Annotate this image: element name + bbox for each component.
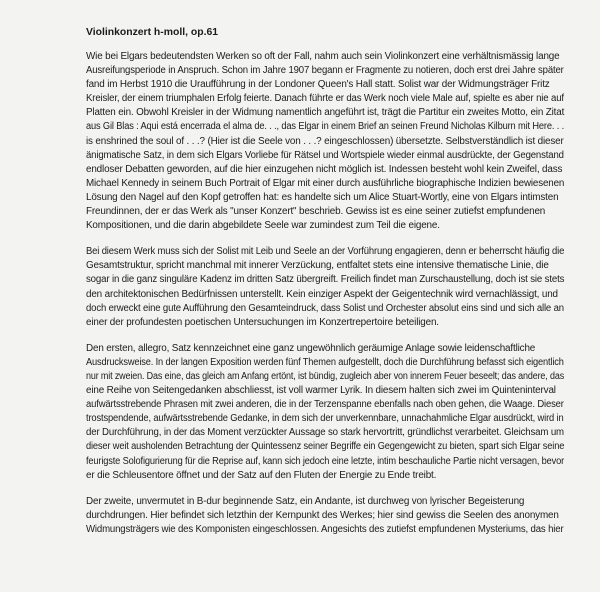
text-line: Kompositionen, und die darin abgebildete Seele war zumindest zum Teil die eigene. (86, 220, 440, 232)
text-line: änigmatische Satz, in dem sich Elgars Vorliebe für Rätsel und Wortspiele wieder einmal ausdrückte, der Gegenstand (86, 149, 564, 161)
body-paragraph (86, 495, 564, 537)
body-paragraph (86, 342, 564, 483)
text-line: Gesamtstruktur, spricht manchmal mit innerer Verzückung, entfaltet stets eine intensive thematische Linie, die (86, 260, 549, 272)
document-title: Violinkonzert h-moll, op.61 (86, 27, 219, 38)
body-paragraph (86, 50, 564, 233)
text-line: Widmungsträgers wie des Komponisten eingeschlossen. Angesichts des zutiefst empfundenen Mysteriums, das hier (86, 523, 564, 535)
text-line: Bei diesem Werk muss sich der Solist mit Leib und Seele an der Vorführung engagieren, denn er beherrscht häufig die (86, 246, 565, 258)
text-line: aus Gil Blas : Aqui está encerrada el alma de. . ., das Elgar in einem Brief an seinen Freund Nicholas Kilburn mit Here. . . (86, 121, 565, 133)
text-line: durchdrungen. Hier befindet sich letzthin der Kernpunkt des Werkes; hier sind gewiss die Seelen des anonymen (86, 509, 559, 521)
text-line: Michael Kennedy in seinem Buch Portrait of Elgar mit einer durch ausführliche biographische Indizien bewiesenen (86, 177, 565, 189)
text-line: eine Reihe von Seitengedanken abschliesst, ist voll warmer Lyrik. In diesem halten sich zwei im Quinteninterval (86, 385, 556, 397)
text-line: Der zweite, unvermutet in B-dur beginnende Satz, ein Andante, ist durchweg von lyrischer Begeisterung (86, 495, 525, 507)
text-line: den architektonischen Bedürfnissen unterstellt. Kein einziger Aspekt der Geigentechnik wird vernachlässigt, und (86, 288, 558, 300)
body-paragraph (86, 245, 564, 330)
text-line: nur mit zweien. Das eine, das gleich am Anfang ertönt, ist bündig, zugleich aber von innerem Feuer beseelt; das andere, das (86, 370, 565, 382)
text-line: fand im Herbst 1910 die Uraufführung in der Londoner Queen's Hall statt. Solist war der Widmungsträger Fritz (86, 79, 550, 91)
text-line: sogar in die ganz singuläre Kadenz im dritten Satz übergreift. Freilich findet man Zurschaustellung, doch ist sie stets (86, 274, 565, 286)
text-line: aufwärtsstrebende Phrasen mit zwei anderen, die in der Terzenspanne ebenfalls nach oben gehen, die Waage. Dieser (86, 399, 564, 411)
text-line: is enshrined the soul of . . .? (Hier ist die Seele von . . .? eingeschlossen) übersetzte. Selbstverständlich ist dieser (86, 135, 564, 147)
text-line: der Durchführung, in der das Moment verzückter Aussage so stark hervortritt, gründlichst verarbeitet. Gleichsam um (86, 427, 564, 439)
text-line: endloser Debatten geworden, auf die hier einzugehen nicht möglich ist. Indessen besteht wohl kein Zweifel, dass (86, 163, 563, 175)
text-line: dieser weit ausholenden Betrachtung der Quintessenz seiner Begriffe ein Gegengewicht zu bieten, spart sich Elgar seine (86, 441, 565, 453)
text-line: Platten ein. Obwohl Kreisler in der Widmung namentlich angeführt ist, trägt die Partitur ein zweites Motto, ein Zitat (86, 107, 565, 119)
text-line: Ausdrucksweise. In der langen Exposition werden fünf Themen aufgestellt, doch die Durchführung befasst sich eigentlich (86, 356, 564, 368)
text-line: Freundinnen, der er das Werk als "unser Konzert" beschrieb. Gewiss ist es eine seiner zutiefst empfundenen (86, 206, 546, 218)
text-line: Kreisler, der einem triumphalen Erfolg feierte. Danach führte er das Werk noch viele Male auf, spielte es aber nie auf (86, 93, 564, 105)
text-line: feurigste Solofigurierung für die Reprise auf, kann sich jedoch eine letzte, intim beschauliche Partie nicht versagen, bevor (86, 455, 565, 467)
text-line: trostspendende, aufwärtsstrebende Gedanke, in dem sich der unverkennbare, unnachahmliche Elgar ausdrückt, wird in (86, 413, 564, 425)
body-text (86, 50, 564, 537)
text-line: doch erweckt eine gute Aufführung den Gesamteindruck, dass Solist und Orchester absolut eins sind und sich alle an (86, 302, 564, 314)
text-line: Den ersten, allegro, Satz kennzeichnet eine ganz ungewöhnlich geräumige Anlage sowie leidenschaftliche (86, 342, 536, 354)
text-line: Ausreifungsperiode in Anspruch. Schon im Jahre 1907 begann er Fragmente zu notieren, doch erst drei Jahre später (86, 65, 564, 77)
text-line: einer der profundesten poetischen Untersuchungen im Konzertrepertoire beteiligen. (86, 316, 439, 328)
text-line: er die Schleusentore öffnet und der Satz auf den Fluten der Energie zu Ende treibt. (86, 469, 437, 481)
text-line: Wie bei Elgars bedeutendsten Werken so oft der Fall, nahm auch sein Violinkonzert eine verhältnismässig lange (86, 51, 560, 62)
text-line: Lösung den Nagel auf den Kopf getroffen hat: es handelte sich um Alice Stuart-Wortly, eine von Elgars intimsten (86, 191, 559, 203)
